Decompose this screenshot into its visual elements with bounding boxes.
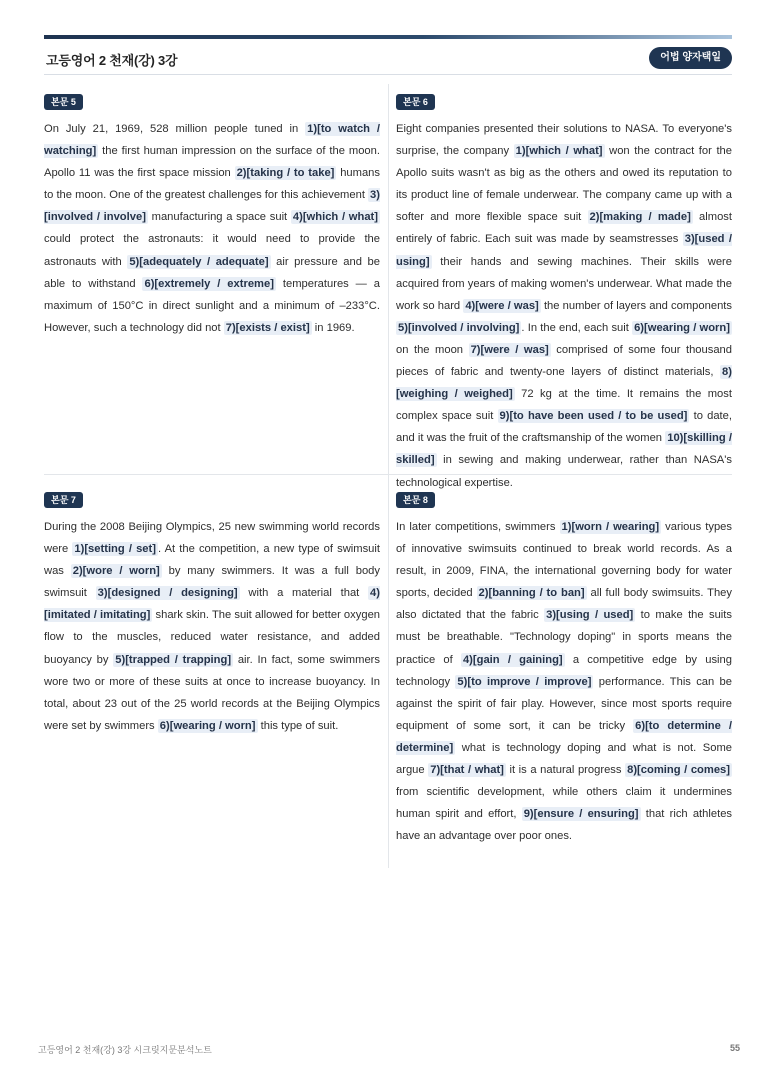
passage-text: In later competitions, swimmers	[396, 521, 560, 533]
grammar-choice: 8)[weighing / weighed]	[396, 366, 732, 401]
passage-text: the number of layers and components	[540, 299, 732, 312]
passage-text: in 1969.	[311, 321, 355, 334]
passage-text: On July 21, 1969, 528 million people tuned in	[44, 123, 306, 135]
passage-5	[44, 92, 380, 339]
passage-body	[44, 118, 380, 339]
passage-tag: 본문 6	[396, 94, 435, 110]
passage-text: to date, and it was the fruit of the craftsmanship of the women	[396, 410, 732, 445]
passage-text: air pressure and be able to withstand	[44, 255, 380, 290]
header-accent-bar	[44, 35, 732, 39]
passage-text: comprised of some four thousand pieces of fabric and twenty-one layers of distinct materials,	[396, 343, 732, 379]
passage-text: manufacturing a space suit	[147, 211, 291, 224]
passage-tag: 본문 7	[44, 492, 83, 508]
passage-text: the first human impression on the surface of the moon. Apollo 11 was the first space mission	[44, 145, 380, 180]
passage-text: in sewing and making underwear, rather than NASA's technological expertise.	[396, 454, 732, 489]
passage-text: their hands and sewing machines. Their skills were acquired from years of making women's underwear. What made the work so hard	[396, 255, 732, 312]
passage-body	[44, 516, 380, 737]
passage-text: what is technology doping and what is not. Some argue	[396, 741, 732, 777]
grammar-choice: 2)[wore / worn]	[72, 565, 160, 578]
grammar-choice: 7)[exists / exist]	[225, 321, 310, 334]
passage-text: various types of innovative swimsuits continued to break world records. As a result, in 2009, FINA, the international governing body for water sports, decided	[396, 521, 732, 600]
passage-text: could protect the astronauts: it would need to provide the astronauts with	[44, 233, 380, 268]
grammar-choice: 1)[to watch / watching]	[44, 123, 381, 158]
passage-text: air. In fact, some swimmers wore two or more of these suits at once to increase buoyancy. In total, about 23 out of the 25 world records at the Beijing Olympics were set by swimmers	[44, 653, 380, 732]
passage-text: During the 2008 Beijing Olympics, 25 new swimming world records were	[44, 521, 380, 556]
passage-tag: 본문 5	[44, 94, 83, 110]
grammar-choice: 4)[imitated / imitating]	[44, 587, 380, 622]
grammar-choice: 5)[to improve / improve]	[457, 675, 592, 688]
grammar-choice: 3)[used / using]	[396, 233, 732, 268]
header-divider	[44, 74, 732, 75]
passage-8	[396, 490, 732, 847]
grammar-choice: 10)[skilling / skilled]	[396, 432, 733, 467]
passage-text: a competitive edge by using technology	[396, 653, 732, 688]
grammar-choice: 7)[were / was]	[470, 343, 549, 356]
grammar-choice: 9)[to have been used / to be used]	[499, 410, 688, 423]
page-header	[44, 46, 732, 74]
grammar-choice: 7)[that / what]	[430, 764, 504, 777]
passage-text: Eight companies presented their solutions to NASA. To everyone's surprise, the company	[396, 123, 732, 158]
passage-text: almost entirely of fabric. Each suit was made by seamstresses	[396, 211, 732, 246]
passage-text: 72 kg at the time. It remains the most complex space suit	[396, 388, 732, 423]
passage-6	[396, 92, 732, 494]
passage-text: won the contract for the Apollo suits wasn't as big as the others and owed its reputation to its product line of female underwear. The company came up with a softer and more flexible space suit	[396, 145, 732, 224]
grammar-choice: 3)[involved / involve]	[44, 189, 380, 224]
passage-text: by many swimmers. It was a full body swimsuit	[44, 565, 380, 600]
grammar-choice: 6)[to determine / determine]	[396, 719, 732, 754]
grammar-choice: 1)[setting / set]	[74, 543, 156, 556]
column-divider	[388, 84, 389, 868]
grammar-choice: 6)[extremely / extreme]	[144, 277, 274, 290]
grammar-choice: 5)[involved / involving]	[398, 321, 520, 334]
passage-text: on the moon	[396, 343, 469, 356]
grammar-choice: 4)[were / was]	[465, 299, 539, 312]
category-badge: 어법 양자택일	[649, 47, 732, 69]
page-number: 55	[729, 1043, 740, 1053]
passage-text: . At the competition, a new type of swimsuit was	[44, 543, 380, 578]
grammar-choice: 2)[taking / to take]	[236, 167, 335, 180]
grammar-choice: 2)[banning / to ban]	[478, 587, 585, 600]
grammar-choice: 1)[which / what]	[515, 145, 603, 158]
page-title: 고등영어 2 천재(강) 3강	[46, 53, 178, 68]
grammar-choice: 3)[designed / designing]	[97, 587, 238, 600]
passage-tag: 본문 8	[396, 492, 435, 508]
grammar-choice: 5)[trapped / trapping]	[115, 653, 232, 666]
passage-text: performance. This can be against the spirit of fair play. However, since most sports require equipment of some sort, it can be tricky	[396, 675, 732, 732]
grammar-choice: 6)[wearing / worn]	[634, 321, 730, 334]
grammar-choice: 9)[ensure / ensuring]	[523, 808, 639, 821]
passage-text: that rich athletes have an advantage over poor ones.	[396, 808, 733, 843]
passage-text: with a material that	[239, 587, 369, 600]
grammar-choice: 3)[using / used]	[546, 609, 634, 622]
grammar-choice: 6)[wearing / worn]	[159, 719, 256, 732]
passage-text: temperatures — a maximum of 150°C in direct sunlight and a minimum of –233°C. However, such a technology did not	[44, 277, 380, 334]
footer-title: 고등영어 2 천재(강) 3강 시크릿지문분석노트	[38, 1045, 212, 1055]
passage-body	[396, 118, 732, 494]
passage-text: shark skin. The suit allowed for better oxygen flow to the muscles, reduced water resistance, and added buoyancy by	[44, 609, 381, 666]
grammar-choice: 1)[worn / wearing]	[561, 521, 660, 533]
grammar-choice: 5)[adequately / adequate]	[129, 255, 269, 268]
grammar-choice: 8)[coming / comes]	[627, 764, 731, 777]
grammar-choice: 2)[making / made]	[589, 211, 691, 224]
grammar-choice: 4)[gain / gaining]	[462, 653, 563, 666]
passage-text: it is a natural progress	[505, 764, 626, 777]
passage-text: all full body swimsuits. They also dictated that the fabric	[396, 587, 732, 622]
passage-text: humans to the moon. One of the greatest challenges for this achievement	[44, 167, 380, 202]
passage-text: this type of suit.	[257, 719, 339, 732]
passage-text: . In the end, each suit	[521, 321, 633, 334]
grammar-choice: 4)[which / what]	[292, 211, 378, 224]
passage-text: from scientific development, while others claim it undermines human spirit and effort,	[396, 786, 732, 821]
passage-body	[396, 516, 732, 847]
passage-7	[44, 490, 380, 737]
passage-text: to make the suits must be breathable. "Technology doping" in sports means the practice of	[396, 609, 732, 666]
